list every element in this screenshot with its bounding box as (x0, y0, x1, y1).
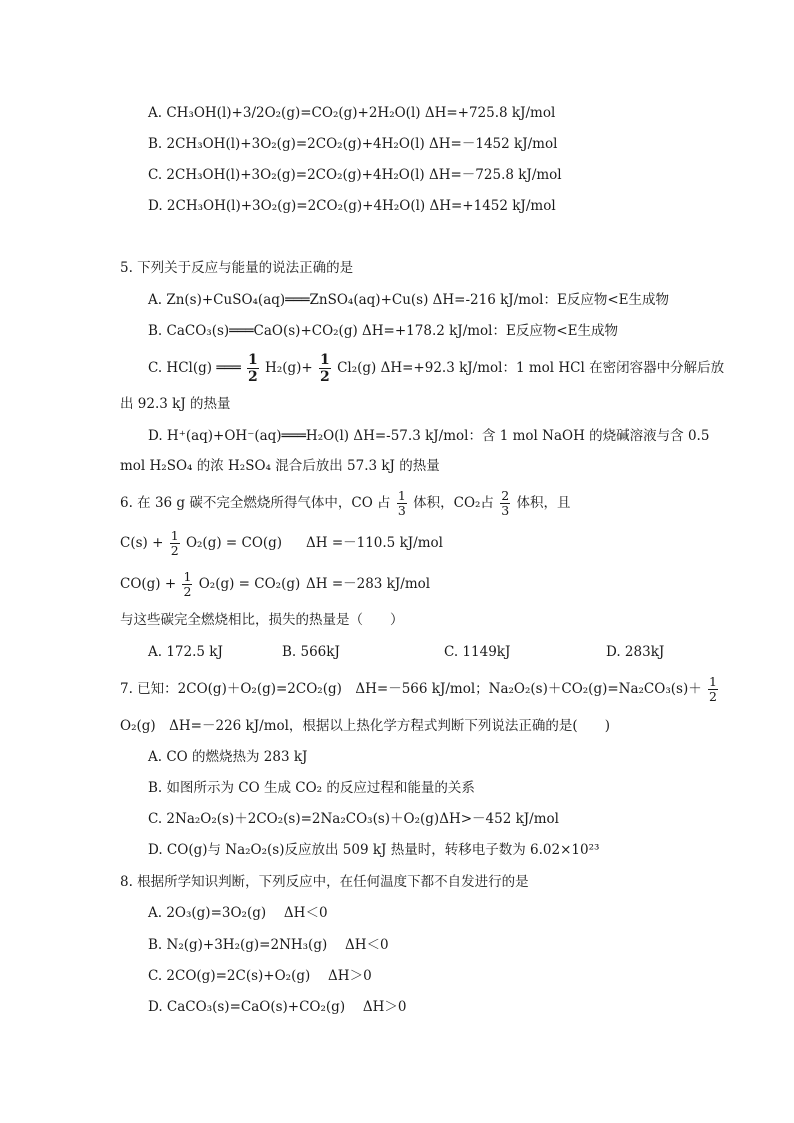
q5-option-c (148, 351, 724, 385)
q6-equation-2-dh: ΔH =－283 kJ/mol (306, 576, 431, 592)
q7-option-a: A. CO 的燃烧热为 283 kJ (148, 749, 308, 765)
q6-equation-1-dh: ΔH =－110.5 kJ/mol (306, 535, 443, 551)
q4-option-d: D. 2CH₃OH(l)+3O₂(g)=2CO₂(g)+4H₂O(l) ΔH=+1452 kJ/mol (148, 198, 556, 214)
fraction-half: $\frac{1}{2}$ (709, 674, 717, 704)
q7-stem: 7. 已知：2CO(g)＋O₂(g)=2CO₂(g) ΔH=－566 kJ/mol；Na₂O₂(s)＋CO₂(g)=Na₂CO₃(s)＋ $\frac{1}{2}$ (120, 674, 717, 704)
fraction-half: $\frac{1}{2}$ (248, 352, 258, 385)
q7-option-d: D. CO(g)与 Na₂O₂(s)反应放出 509 kJ 热量时，转移电子数为 6.02×10²³ (148, 842, 600, 858)
q7-stem-continued: O₂(g) ΔH=－226 kJ/mol，根据以上热化学方程式判断下列说法正确的是( ) (120, 718, 610, 734)
q6-option-c: C. 1149kJ (444, 644, 511, 660)
q6-question: 与这些碳完全燃烧相比，损失的热量是（ ） (120, 612, 404, 628)
q6-equation-2: CO(g) + $\frac{1}{2}$ O₂(g) = CO₂(g) (120, 569, 301, 599)
q5-option-c-continued: 出 92.3 kJ 的热量 (120, 396, 231, 412)
q6-option-b: B. 566kJ (282, 644, 340, 660)
q8-option-b: B. N₂(g)+3H₂(g)=2NH₃(g) ΔH＜0 (148, 937, 389, 953)
q5-option-c-h2: H₂(g)+ (265, 360, 313, 376)
q6-option-a: A. 172.5 kJ (148, 644, 223, 660)
q8-option-c: C. 2CO(g)=2C(s)+O₂(g) ΔH＞0 (148, 968, 372, 984)
q8-option-d: D. CaCO₃(s)=CaO(s)+CO₂(g) ΔH＞0 (148, 999, 407, 1015)
q5-option-a: A. Zn(s)+CuSO₄(aq)═══ZnSO₄(aq)+Cu(s) ΔH=-216 kJ/mol：E反应物<E生成物 (148, 292, 670, 308)
q6-equation-1: C(s) + $\frac{1}{2}$ O₂(g) = CO(g) (120, 528, 283, 558)
q4-option-a: A. CH₃OH(l)+3/2O₂(g)=CO₂(g)+2H₂O(l) ΔH=+725.8 kJ/mol (148, 105, 556, 121)
q4-option-b: B. 2CH₃OH(l)+3O₂(g)=2CO₂(g)+4H₂O(l) ΔH=－1452 kJ/mol (148, 136, 558, 152)
fraction-half: $\frac{1}{2}$ (170, 528, 179, 558)
q5-option-d: D. H⁺(aq)+OH⁻(aq)═══H₂O(l) ΔH=-57.3 kJ/mol：含 1 mol NaOH 的烧碱溶液与含 0.5 (148, 428, 710, 444)
q5-stem: 5. 下列关于反应与能量的说法正确的是 (120, 260, 354, 276)
q8-option-a: A. 2O₃(g)=3O₂(g) ΔH＜0 (148, 905, 328, 921)
q5-option-d-continued: mol H₂SO₄ 的浓 H₂SO₄ 混合后放出 57.3 kJ 的热量 (120, 458, 440, 474)
fraction-one-third: $\frac{1}{3}$ (397, 488, 406, 518)
q7-option-c: C. 2Na₂O₂(s)＋2CO₂(s)=2Na₂CO₃(s)＋O₂(g)ΔH>－452 kJ/mol (148, 811, 559, 827)
fraction-half: $\frac{1}{2}$ (320, 352, 330, 385)
q6-stem: 6. 在 36 g 碳不完全燃烧所得气体中，CO 占 $\frac{1}{3}$ 体积，CO₂占 $\frac{2}{3}$ 体积，且 (120, 488, 571, 518)
fraction-two-thirds: $\frac{2}{3}$ (501, 488, 510, 518)
q5-option-b: B. CaCO₃(s)═══CaO(s)+CO₂(g) ΔH=+178.2 kJ/mol：E反应物<E生成物 (148, 323, 619, 339)
q6-option-d: D. 283kJ (606, 644, 665, 660)
q7-option-b: B. 如图所示为 CO 生成 CO₂ 的反应过程和能量的关系 (148, 780, 475, 796)
fraction-half: $\frac{1}{2}$ (183, 569, 192, 599)
q4-option-c: C. 2CH₃OH(l)+3O₂(g)=2CO₂(g)+4H₂O(l) ΔH=－725.8 kJ/mol (148, 167, 562, 183)
q5-option-c-post: Cl₂(g) ΔH=+92.3 kJ/mol：1 mol HCl 在密闭容器中分解后放 (337, 360, 725, 376)
q8-stem: 8. 根据所学知识判断，下列反应中，在任何温度下都不自发进行的是 (120, 874, 529, 890)
q5-option-c-pre: C. HCl(g) ═══ (148, 360, 241, 376)
